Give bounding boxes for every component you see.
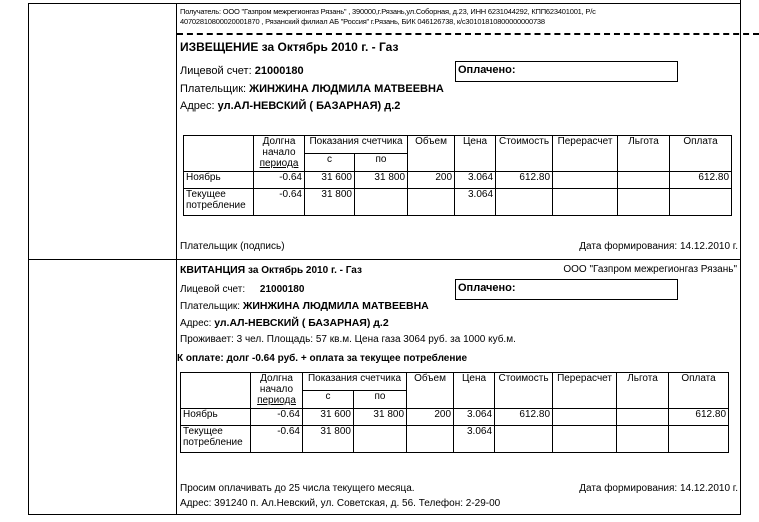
header-benefit: Льгота [617, 373, 669, 409]
header-meter-from: с [303, 391, 354, 409]
row-cost [495, 426, 553, 453]
table-row [184, 189, 732, 216]
row-benefit [618, 172, 670, 189]
header-meter: Показания счетчика [303, 373, 407, 391]
notice-title: ИЗВЕЩЕНИЕ за Октябрь 2010 г. - Газ [180, 40, 399, 54]
header-cost: Стоимость [495, 373, 553, 409]
row-benefit [617, 409, 669, 426]
header-debt: Долгна начало периода [251, 373, 303, 409]
row-meter-to [354, 426, 407, 453]
row-debt: -0.64 [251, 409, 303, 426]
row-meter-from: 31 800 [303, 426, 354, 453]
row-cost: 612.80 [495, 409, 553, 426]
header-volume: Объем [408, 136, 455, 172]
row-benefit [618, 189, 670, 216]
receipt-date: Дата формирования: 14.12.2010 г. [579, 483, 738, 494]
row-debt: -0.64 [254, 189, 305, 216]
notice-payer [180, 83, 444, 95]
row-recalc [553, 172, 618, 189]
receipt-payer [180, 300, 429, 312]
row-debt: -0.64 [254, 172, 305, 189]
notice-address-label: Адрес: [180, 100, 215, 112]
notice-signature-label: Плательщик (подпись) [180, 241, 285, 252]
header-empty [184, 136, 254, 172]
notice-date: Дата формирования: 14.12.2010 г. [579, 241, 738, 252]
header-recalc: Перерасчет [553, 136, 618, 172]
notice-paid-box[interactable] [455, 61, 678, 82]
notice-payer-value: ЖИНЖИНА ЛЮДМИЛА МАТВЕЕВНА [249, 83, 444, 95]
receipt-company: ООО "Газпром межрегионгаз Рязань" [563, 264, 737, 275]
row-volume: 200 [408, 172, 455, 189]
row-payment: 612.80 [670, 172, 732, 189]
header-price: Цена [454, 373, 495, 409]
recipient-line-1: Получатель: ООО "Газпром межрегионгаз Рязань" , 390000,г.Рязань,ул.Соборная, д.23, ИНН 6231044292, КПП623401001, Р/с [180, 7, 596, 16]
row-volume [408, 189, 455, 216]
table-row [181, 409, 729, 426]
row-label: Ноябрь [181, 409, 251, 426]
receipt-paid-box[interactable] [455, 279, 678, 300]
receipt-address-value: ул.АЛ-НЕВСКИЙ ( БАЗАРНАЯ) д.2 [214, 317, 389, 329]
row-volume: 200 [407, 409, 454, 426]
row-volume [407, 426, 454, 453]
row-benefit [617, 426, 669, 453]
header-meter-from: с [305, 154, 355, 172]
notice-address [180, 100, 400, 112]
cut-line [177, 33, 759, 35]
row-meter-to [355, 189, 408, 216]
notice-paid-label: Оплачено: [458, 64, 516, 76]
row-meter-to: 31 800 [354, 409, 407, 426]
header-meter: Показания счетчика [305, 136, 408, 154]
receipt-pay-by-note: Просим оплачивать до 25 числа текущего месяца. [180, 483, 415, 494]
notice-address-value: ул.АЛ-НЕВСКИЙ ( БАЗАРНАЯ) д.2 [217, 100, 401, 112]
receipt-address [180, 317, 389, 329]
row-price: 3.064 [454, 409, 495, 426]
receipt-residence-info: Проживает: 3 чел. Площадь: 57 кв.м. Цена газа 3064 руб. за 1000 куб.м. [180, 334, 516, 345]
header-volume: Объем [407, 373, 454, 409]
row-meter-from: 31 600 [305, 172, 355, 189]
receipt-payer-label: Плательщик: [180, 301, 241, 312]
frame-right-top [740, 0, 741, 6]
header-meter-to: по [355, 154, 408, 172]
row-recalc [553, 426, 617, 453]
header-payment: Оплата [669, 373, 729, 409]
row-price: 3.064 [454, 426, 495, 453]
receipt-payer-value: ЖИНЖИНА ЛЮДМИЛА МАТВЕЕВНА [242, 300, 429, 312]
receipt-charges-table [180, 372, 729, 453]
receipt-account-value: 21000180 [259, 284, 305, 295]
receipt-title-bold: КВИТАНЦИЯ [180, 264, 246, 276]
row-payment: 612.80 [669, 409, 729, 426]
row-price: 3.064 [455, 189, 496, 216]
header-cost: Стоимость [496, 136, 553, 172]
row-meter-from: 31 800 [305, 189, 355, 216]
receipt-office-address: Адрес: 391240 п. Ал.Невский, ул. Советская, д. 56. Телефон: 2-29-00 [180, 498, 501, 509]
row-recalc [553, 409, 617, 426]
table-row [184, 172, 732, 189]
row-payment [669, 426, 729, 453]
header-meter-to: по [354, 391, 407, 409]
receipt-address-label: Адрес: [180, 318, 212, 329]
notice-charges-table [183, 135, 732, 216]
row-meter-from: 31 600 [303, 409, 354, 426]
receipt-paid-label: Оплачено: [458, 282, 516, 294]
header-benefit: Льгота [618, 136, 670, 172]
notice-account [180, 65, 304, 77]
receipt-to-pay: К оплате: долг -0.64 руб. + оплата за текущее потребление [177, 353, 468, 364]
header-debt: Долгна начало периода [254, 136, 305, 172]
row-cost: 612.80 [496, 172, 553, 189]
row-payment [670, 189, 732, 216]
row-meter-to: 31 800 [355, 172, 408, 189]
section-divider [28, 259, 741, 260]
notice-account-value: 21000180 [254, 65, 304, 77]
row-debt: -0.64 [251, 426, 303, 453]
header-payment: Оплата [670, 136, 732, 172]
receipt-title-rest: за Октябрь 2010 г. - Газ [248, 265, 362, 276]
recipient-line-2: 40702810800020001870 , Рязанский филиал АБ "Россия" г.Рязань, БИК 046126738, к/с30101810800000000738 [180, 17, 545, 26]
receipt-account [180, 284, 304, 295]
header-recalc: Перерасчет [553, 373, 617, 409]
notice-payer-label: Плательщик: [180, 83, 247, 95]
receipt-title [180, 264, 362, 276]
row-label: Текущее потребление [184, 189, 254, 216]
notice-account-label: Лицевой счет: [180, 65, 252, 77]
receipt-account-label: Лицевой счет: [180, 284, 246, 295]
header-empty [181, 373, 251, 409]
row-cost [496, 189, 553, 216]
row-price: 3.064 [455, 172, 496, 189]
header-price: Цена [455, 136, 496, 172]
row-label: Текущее потребление [181, 426, 251, 453]
row-recalc [553, 189, 618, 216]
table-row [181, 426, 729, 453]
row-label: Ноябрь [184, 172, 254, 189]
